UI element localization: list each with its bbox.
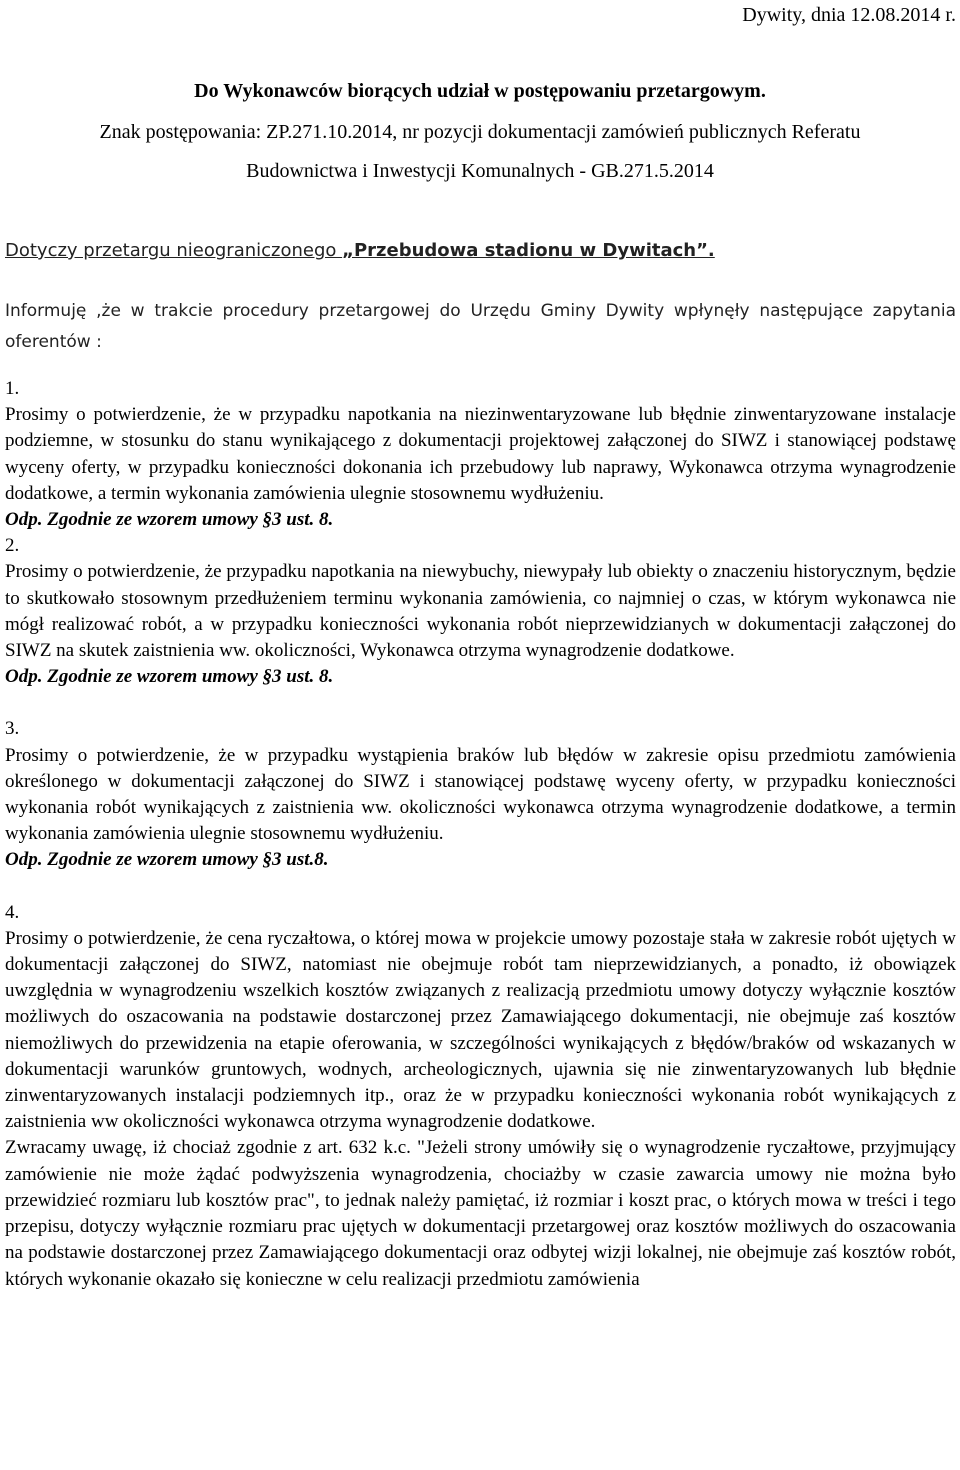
subject-prefix: Dotyczy przetargu nieograniczonego: [5, 240, 343, 261]
answer-text: Odp. Zgodnie ze wzorem umowy §3 ust.8.: [5, 849, 329, 871]
question-text: Prosimy o potwierdzenie, że przypadku napotkania na niewybuchy, niewypały lub obiekty o znaczeniu historycznym, będzie to skutkowało stosownym przedłużeniem terminu wykonania zamówienia, co najmniej o czas, w którym wykonawca nie mógł realizować robót, a w przypadku konieczności wykonania robót nieprzewidzianych w dokumentacji załączonej do SIWZ na skutek zaistnienia ww. okoliczności, Wykonawca otrzyma wynagrodzenie dodatkowe.: [5, 561, 956, 662]
spacer: [5, 874, 956, 900]
question-number: 3.: [5, 718, 20, 740]
answer-text: Odp. Zgodnie ze wzorem umowy §3 ust. 8.: [5, 666, 334, 688]
intro-paragraph: Informuję ,że w trakcie procedury przetargowej do Urzędu Gminy Dywity wpłynęły następujące zapytania oferentów :: [5, 301, 956, 352]
questions-list: [5, 376, 956, 1293]
question-text: Prosimy o potwierdzenie, że w przypadku napotkania na niezinwentaryzowane lub błędnie zinwentaryzowane instalacje podziemne, w stosunku do stanu wynikającego z dokumentacji projektowej załączonej do SIWZ i stanowiącej podstawę wyceny oferty, w przypadku konieczności dokonania ich przebudowy lub naprawy, Wykonawca otrzyma wynagrodzenie dodatkowe, a termin wykonania zamówienia ulegnie stosownemu wydłużeniu.: [5, 404, 956, 504]
question-text: Prosimy o potwierdzenie, że w przypadku wystąpienia braków lub błędów w zakresie opisu przedmiotu zamówienia określonego w dokumentacji załączonej do SIWZ i stanowiącej podstawę wyceny oferty, w przypadku konieczności wykonania robót wynikających z zaistnienia ww. okoliczności wykonawca otrzyma wynagrodzenie dodatkowe, a termin wykonania zamówienia ulegnie stosownemu wydłużeniu.: [5, 744, 956, 845]
question-text: Prosimy o potwierdzenie, że cena ryczałtowa, o której mowa w projekcie umowy pozostaje stała w zakresie robót ujętych w dokumentacji załączonej do SIWZ, natomiast nie obejmuje robót tam nieprzewidzianych, a ponadto, iż obowiązek uwzględnia w wynagrodzeniu wszelkich kosztów związanych z realizacją przedmiotu umowy dotyczy wyłącznie kosztów możliwych do oszacowania na podstawie dostarczonej przez Zamawiającego dokumentacji, nie obejmuje zaś kosztów niemożliwych do przewidzenia na etapie oferowania, w szczególności wynikających z błędów/braków od wskazanych w dokumentacji warunków gruntowych, wodnych, archeologicznych, ujawnia się nie zinwentaryzowanych lub błędnie zinwentaryzowanych instalacji podziemnych itp., oraz że w przypadku konieczności wykonania robót wynikających z zaistnienia ww okoliczności wykonawca otrzyma wynagrodzenie dodatkowe.: [5, 927, 956, 1133]
document-date: Dywity, dnia 12.08.2014 r.: [742, 4, 956, 26]
subject-name: „Przebudowa stadionu w Dywitach”.: [342, 240, 715, 261]
document-heading: Do Wykonawców biorących udział w postępowaniu przetargowym.: [194, 80, 766, 102]
spacer: [5, 690, 956, 716]
case-reference-line-1: Znak postępowania: ZP.271.10.2014, nr pozycji dokumentacji zamówień publicznych Referatu: [99, 121, 861, 143]
answer-text: Odp. Zgodnie ze wzorem umowy §3 ust. 8.: [5, 509, 334, 531]
case-reference-line-2: Budownictwa i Inwestycji Komunalnych - GB.271.5.2014: [246, 160, 714, 182]
question-number: 1.: [5, 378, 20, 399]
question-number: 4.: [5, 901, 20, 923]
question-number: 2.: [5, 535, 20, 557]
subject-line: [5, 240, 715, 261]
question-text-continued: Zwracamy uwagę, iż chociaż zgodnie z art. 632 k.c. "Jeżeli strony umówiły się o wynagrodzenie ryczałtowe, przyjmujący zamówienie nie może żądać podwyższenia wynagrodzenia, chociażby w czasie zawarcia umowy nie można było przewidzieć rozmiaru lub kosztów prac", to jednak należy pamiętać, iż rozmiar i koszt prac, o których mowa w treści i tego przepisu, dotyczy wyłącznie rozmiaru prac ujętych w dokumentacji przetargowej oraz kosztów możliwych do oszacowania na podstawie dostarczonej przez Zamawiającego dokumentacji oraz odbytej wizji lokalnej, nie obejmuje zaś kosztów robót, których wykonanie okazało się konieczne w celu realizacji przedmiotu zamówienia: [5, 1137, 956, 1290]
